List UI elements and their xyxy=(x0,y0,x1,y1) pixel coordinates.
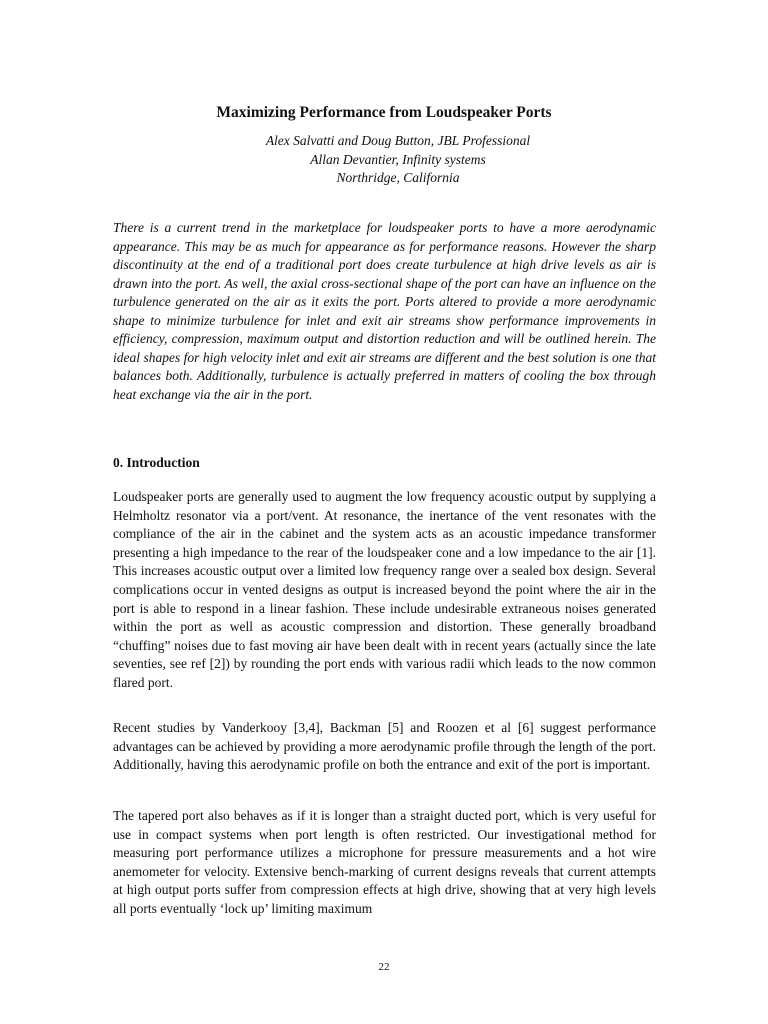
paragraph-1: Loudspeaker ports are generally used to augment the low frequency acoustic output by supplying a Helmholtz resonator via a port/vent. At resonance, the inertance of the vent resonates with the compliance of the air in the cabinet and the system acts as an acoustic impedance transformer presenting a high impedance to the rear of the loudspeaker cone and a low impedance to the air [1]. This increases acoustic output over a limited low frequency range over a sealed box design. Several complications occur in vented designs as output is increased beyond the point where the air in the port is able to respond in a linear fashion. These include undesirable extraneous noises generated within the port as well as acoustic compression and distortion. These generally broadband “chuffing” noises due to fast moving air have been dealt with in recent years (actually since the late seventies, see ref [2]) by rounding the port ends with various radii which leads to the now common flared port. xyxy=(113,489,656,690)
author-block xyxy=(0,132,768,188)
paragraph-2: Recent studies by Vanderkooy [3,4], Backman [5] and Roozen et al [6] suggest performance advantages can be achieved by providing a more aerodynamic profile through the length of the port. Additionally, having this aerodynamic profile on both the entrance and exit of the port is important. xyxy=(113,720,656,773)
paragraph-3: The tapered port also behaves as if it is longer than a straight ducted port, which is very useful for use in compact systems when port length is often restricted. Our investigational method for measuring port performance utilizes a microphone for pressure measurements and a hot wire anemometer for velocity. Extensive bench-marking of current designs reveals that current attempts at high output ports suffer from compression effects at high drive, showing that at very high levels all ports eventually ‘lock up’ limiting maximum xyxy=(113,808,656,916)
section-heading: 0. Introduction xyxy=(113,455,200,470)
abstract: There is a current trend in the marketplace for loudspeaker ports to have a more aerodynamic appearance. This may be as much for appearance as for performance reasons. However the sharp discontinuity at the end of a traditional port does create turbulence at high drive levels as air is drawn into the port. As well, the axial cross-sectional shape of the port can have an influence on the turbulence generated on the air as it exits the port. Ports altered to provide a more aerodynamic shape to minimize turbulence for inlet and exit air streams show performance improvements in efficiency, compression, maximum output and distortion reduction and will be outlined herein. The ideal shapes for high velocity inlet and exit air streams are different and the best solution is one that balances both. Additionally, turbulence is actually preferred in matters of cooling the box through heat exchange via the air in the port. xyxy=(113,220,656,402)
paper-title: Maximizing Performance from Loudspeaker Ports xyxy=(216,104,552,122)
author-location: Northridge, California xyxy=(336,170,460,185)
author-line-2: Allan Devantier, Infinity systems xyxy=(310,151,486,167)
author-line-1: Alex Salvatti and Doug Button, JBL Professional xyxy=(265,133,531,148)
page-number: 22 xyxy=(378,961,390,973)
